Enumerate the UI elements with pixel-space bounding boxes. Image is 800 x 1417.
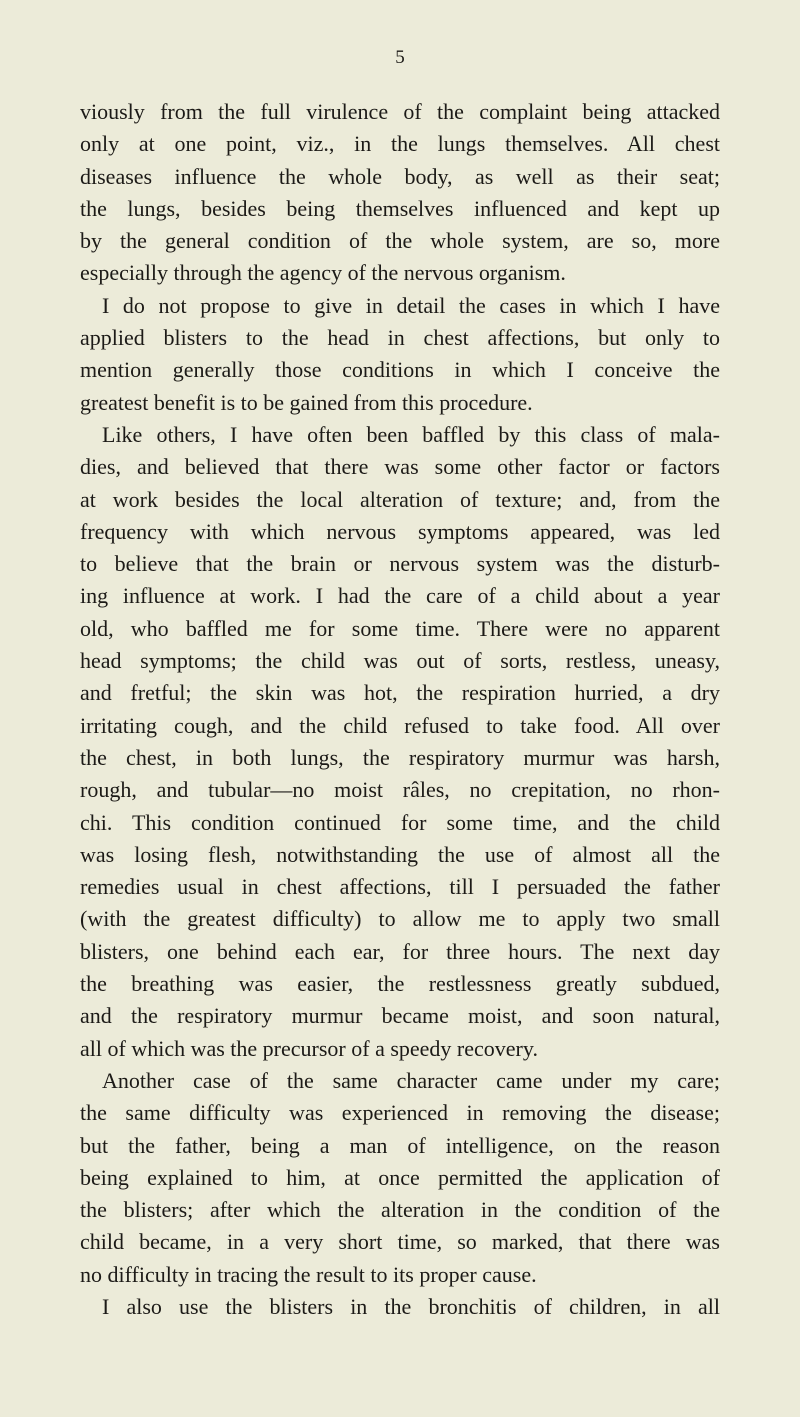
text-line: I also use the blisters in the bronchitis of children, in all [102, 1293, 720, 1319]
text-line: old, who baffled me for some time. There were no apparent [80, 615, 720, 641]
text-line: diseases influence the whole body, as well as their seat; [80, 163, 720, 189]
text-line: applied blisters to the head in chest affections, but only to [80, 325, 720, 351]
text-line: especially through the agency of the nervous organism. [80, 260, 566, 286]
text-line: and the respiratory murmur became moist, and soon natural, [80, 1003, 720, 1029]
body-text [80, 96, 720, 1323]
text-line: (with the greatest difficulty) to allow me to apply two small [80, 906, 720, 932]
text-line: viously from the full virulence of the complaint being attacked [80, 99, 720, 124]
text-line: ing influence at work. I had the care of a child about a year [80, 583, 720, 609]
text-line: the same difficulty was experienced in removing the disease; [80, 1100, 720, 1126]
text-line: head symptoms; the child was out of sorts, restless, uneasy, [80, 648, 720, 674]
text-line: dies, and believed that there was some other factor or factors [80, 454, 720, 480]
text-line: being explained to him, at once permitted the application of [80, 1164, 720, 1190]
text-line: chi. This condition continued for some time, and the child [80, 809, 720, 835]
text-line: Another case of the same character came under my care; [102, 1067, 720, 1093]
text-line: at work besides the local alteration of texture; and, from the [80, 486, 720, 512]
text-line: but the father, being a man of intelligence, on the reason [80, 1132, 720, 1158]
text-line: rough, and tubular—no moist râles, no crepitation, no rhon- [80, 777, 720, 803]
text-line: the blisters; after which the alteration in the condition of the [80, 1197, 720, 1223]
text-line: the chest, in both lungs, the respiratory murmur was harsh, [80, 744, 720, 770]
text-line: was losing flesh, notwithstanding the use of almost all the [80, 841, 720, 867]
text-line: greatest benefit is to be gained from this procedure. [80, 389, 533, 415]
text-line: the lungs, besides being themselves influenced and kept up [80, 195, 720, 221]
text-line: child became, in a very short time, so marked, that there was [80, 1229, 720, 1255]
text-line: Like others, I have often been baffled by this class of mala- [102, 421, 720, 447]
text-line: remedies usual in chest affections, till I persuaded the father [80, 874, 720, 900]
page-number: 5 [395, 47, 405, 68]
text-line: mention generally those conditions in which I conceive the [80, 357, 720, 383]
text-line: only at one point, viz., in the lungs themselves. All chest [80, 131, 720, 157]
text-line: all of which was the precursor of a speedy recovery. [80, 1035, 538, 1061]
text-line: blisters, one behind each ear, for three hours. The next day [80, 938, 720, 964]
text-line: by the general condition of the whole system, are so, more [80, 228, 720, 254]
text-line: no difficulty in tracing the result to its proper cause. [80, 1261, 537, 1287]
text-line: to believe that the brain or nervous system was the disturb- [80, 551, 720, 577]
text-line: I do not propose to give in detail the cases in which I have [102, 292, 720, 318]
text-line: the breathing was easier, the restlessness greatly subdued, [80, 971, 720, 997]
text-line: and fretful; the skin was hot, the respiration hurried, a dry [80, 680, 720, 706]
text-line: irritating cough, and the child refused to take food. All over [80, 712, 720, 738]
text-line: frequency with which nervous symptoms appeared, was led [80, 518, 720, 544]
